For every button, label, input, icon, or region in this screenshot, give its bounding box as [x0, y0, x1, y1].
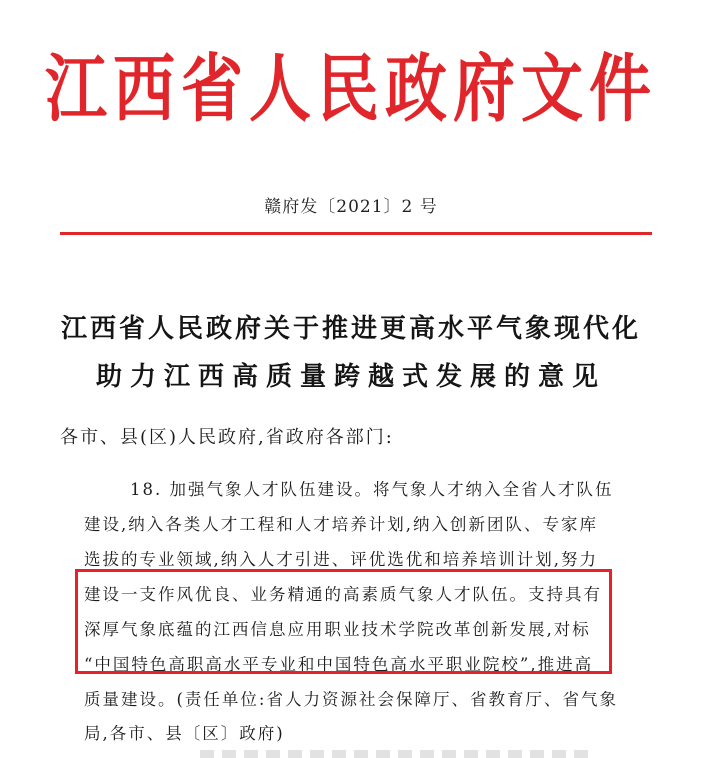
- document-title-line-2: 助力江西高质量跨越式发展的意见: [95, 362, 606, 392]
- salutation: 各市、县(区)人民政府,省政府各部门:: [60, 427, 394, 448]
- body-line: 深厚气象底蕴的江西信息应用职业技术学院改革创新发展,对标: [84, 620, 591, 639]
- body-line: 建设,纳入各类人才工程和人才培养计划,纳入创新团队、专家库: [84, 515, 598, 534]
- body-line: 建设一支作风优良、业务精通的高素质气象人才队伍。支持具有: [84, 585, 602, 604]
- body-line: 18. 加强气象人才队伍建设。将气象人才纳入全省人才队伍: [130, 480, 614, 499]
- highlight-box: [75, 569, 612, 674]
- document-title-line-1: 江西省人民政府关于推进更高水平气象现代化: [60, 314, 641, 344]
- body-line: 局,各市、县〔区〕政府): [84, 724, 285, 743]
- body-line: 选拔的专业领域,纳入人才引进、评优选优和培养培训计划,努力: [84, 550, 598, 569]
- body-line: “中国特色高职高水平专业和中国特色高水平职业院校”,推进高: [84, 655, 594, 674]
- document-masthead: 江西省人民政府文件: [44, 45, 657, 132]
- document-number: 赣府发〔2021〕2 号: [264, 197, 438, 217]
- cut-off-next-line: [200, 750, 590, 758]
- red-divider-line: [60, 232, 652, 235]
- body-line: 质量建设。(责任单位:省人力资源社会保障厅、省教育厅、省气象: [84, 690, 618, 709]
